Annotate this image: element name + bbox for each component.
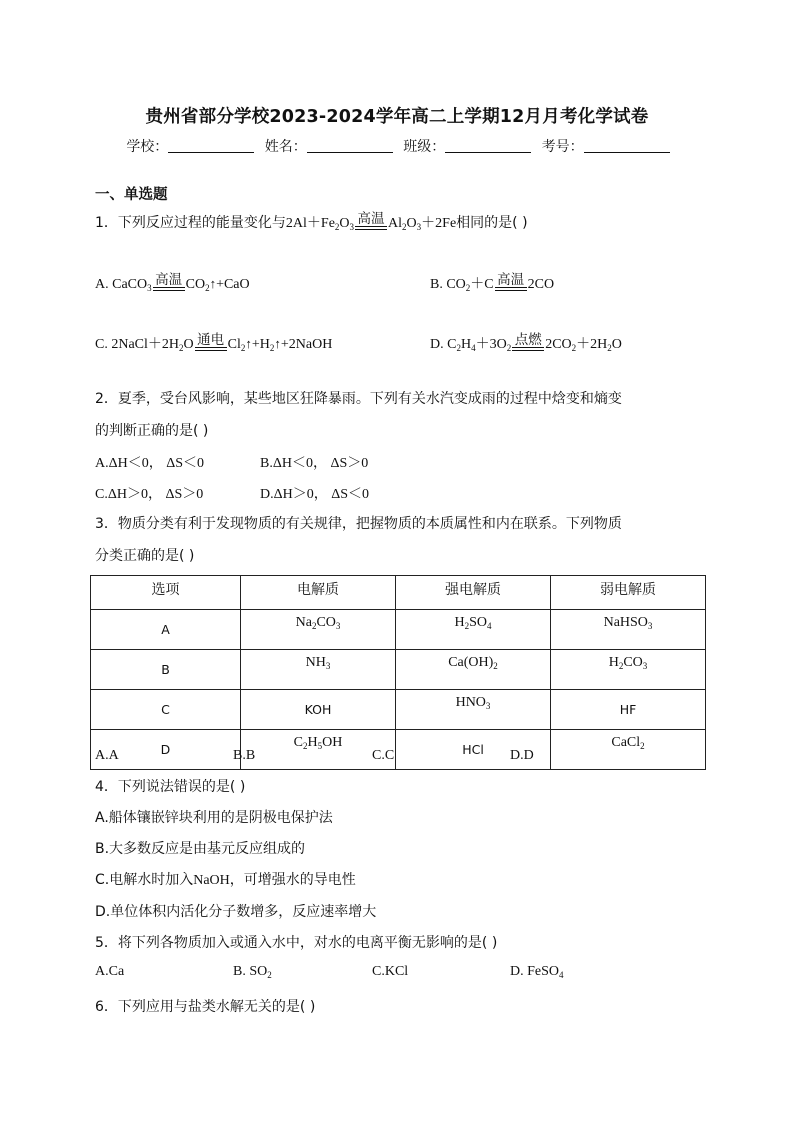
table-row (91, 650, 706, 690)
q1-option-c[interactable]: C. $2NaCl+2H_2O$ 通电 $Cl_2↑+H_2↑+2NaOH$ (95, 332, 333, 353)
q1-suffix: 相同的是( ) (456, 215, 528, 231)
q1-c-condition: 通电 (195, 333, 227, 351)
q2-option-b[interactable]: B.ΔH＜0， ΔS＞0 (260, 456, 369, 471)
school-label: 学校： (126, 139, 169, 155)
question-5-stem: 5．将下列各物质加入或通入水中，对水的电离平衡无影响的是( ) (95, 935, 498, 951)
q4-option-c[interactable]: C.电解水时加入NaOH，可增强水的导电性 (95, 872, 356, 888)
table-cell: NaHSO$_3$ (551, 610, 706, 650)
table-cell: CaCl$_2$ (551, 730, 706, 770)
q4-option-a[interactable]: A.船体镶嵌锌块利用的是阴极电保护法 (95, 810, 333, 826)
q5-option-d[interactable]: D. FeSO$_4$ (510, 964, 564, 980)
question-6-stem: 6．下列应用与盐类水解无关的是( ) (95, 999, 316, 1015)
q4-option-b[interactable]: B.大多数反应是由基元反应组成的 (95, 841, 306, 857)
question-1-stem (95, 212, 528, 232)
table-cell: $HNO_3$ (396, 690, 551, 730)
class-blank[interactable] (445, 140, 531, 153)
table-header: 电解质 (241, 576, 396, 610)
student-info-line (0, 136, 794, 156)
table-header: 选项 (91, 576, 241, 610)
table-row (91, 690, 706, 730)
q1-equation: $2Al+Fe_2O_3$ 高温 $Al_2O_3+2Fe$ (285, 211, 457, 232)
q5-option-c[interactable]: C.KCl (372, 964, 409, 979)
table-header: 弱电解质 (551, 576, 706, 610)
table-row (91, 730, 706, 770)
q1-a-condition: 高温 (153, 273, 185, 291)
section-heading: 一、单选题 (95, 187, 168, 203)
table-cell: $C_2H_5OH$ (241, 730, 396, 770)
table-cell: $H_2SO_4$ (396, 610, 551, 650)
name-blank[interactable] (307, 140, 393, 153)
q2-option-d[interactable]: D.ΔH＞0， ΔS＜0 (260, 487, 370, 502)
name-label: 姓名： (264, 139, 307, 155)
q2-option-c[interactable]: C.ΔH＞0， ΔS＞0 (95, 487, 204, 502)
table-cell: $H_2CO_3$ (551, 650, 706, 690)
q3-option-b[interactable]: B.B (233, 748, 256, 763)
table-header: 强电解质 (396, 576, 551, 610)
row-option: D (91, 730, 241, 770)
class-label: 班级： (403, 139, 446, 155)
row-option: C (91, 690, 241, 730)
q5-option-b[interactable]: B. $SO_2$ (233, 964, 272, 980)
q1-option-d[interactable]: D. $C_2H_4+3O_2$ 点燃 $2CO_2+2H_2O$ (430, 332, 622, 353)
q3-option-c[interactable]: C.C (372, 748, 395, 763)
page-title: 贵州省部分学校2023-2024学年高二上学期12月月考化学试卷 (145, 107, 649, 127)
table-cell: KOH (241, 690, 396, 730)
row-option: B (91, 650, 241, 690)
question-4-stem: 4．下列说法错误的是( ) (95, 779, 246, 795)
q3-option-a[interactable]: A.A (95, 748, 119, 763)
row-option: A (91, 610, 241, 650)
q1-option-a[interactable]: A. CaCO$_3$ 高温 $CO_2↑+CaO$ (95, 272, 250, 293)
classification-table (90, 575, 706, 770)
q2-option-a[interactable]: A.ΔH＜0， ΔS＜0 (95, 456, 205, 471)
q1-prefix: 1．下列反应过程的能量变化与 (95, 215, 286, 231)
table-cell: HCl (396, 730, 551, 770)
q1-d-condition: 点燃 (512, 333, 544, 351)
table-row (91, 610, 706, 650)
q1-condition: 高温 (355, 212, 387, 230)
table-cell: HF (551, 690, 706, 730)
question-3-stem-line1: 3．物质分类有利于发现物质的有关规律，把握物质的本质属性和内在联系。下列物质 (95, 516, 622, 532)
exam-no-blank[interactable] (584, 140, 670, 153)
table-header-row (91, 576, 706, 610)
q3-option-d[interactable]: D.D (510, 748, 534, 763)
table-cell: $Ca(OH)_2$ (396, 650, 551, 690)
school-blank[interactable] (168, 140, 254, 153)
question-2-stem-line2: 的判断正确的是( ) (95, 423, 209, 439)
q5-option-a[interactable]: A.Ca (95, 964, 125, 979)
table-cell: $NH_3$ (241, 650, 396, 690)
q4-option-d[interactable]: D.单位体积内活化分子数增多，反应速率增大 (95, 904, 377, 920)
exam-no-label: 考号： (541, 139, 584, 155)
q1-option-b[interactable]: B. $CO_2+C$ 高温 2CO (430, 272, 555, 293)
table-cell: $Na_2CO_3$ (241, 610, 396, 650)
question-3-stem-line2: 分类正确的是( ) (95, 548, 195, 564)
q1-b-condition: 高温 (495, 273, 527, 291)
question-2-stem-line1: 2．夏季，受台风影响，某些地区狂降暴雨。下列有关水汽变成雨的过程中焓变和熵变 (95, 391, 622, 407)
